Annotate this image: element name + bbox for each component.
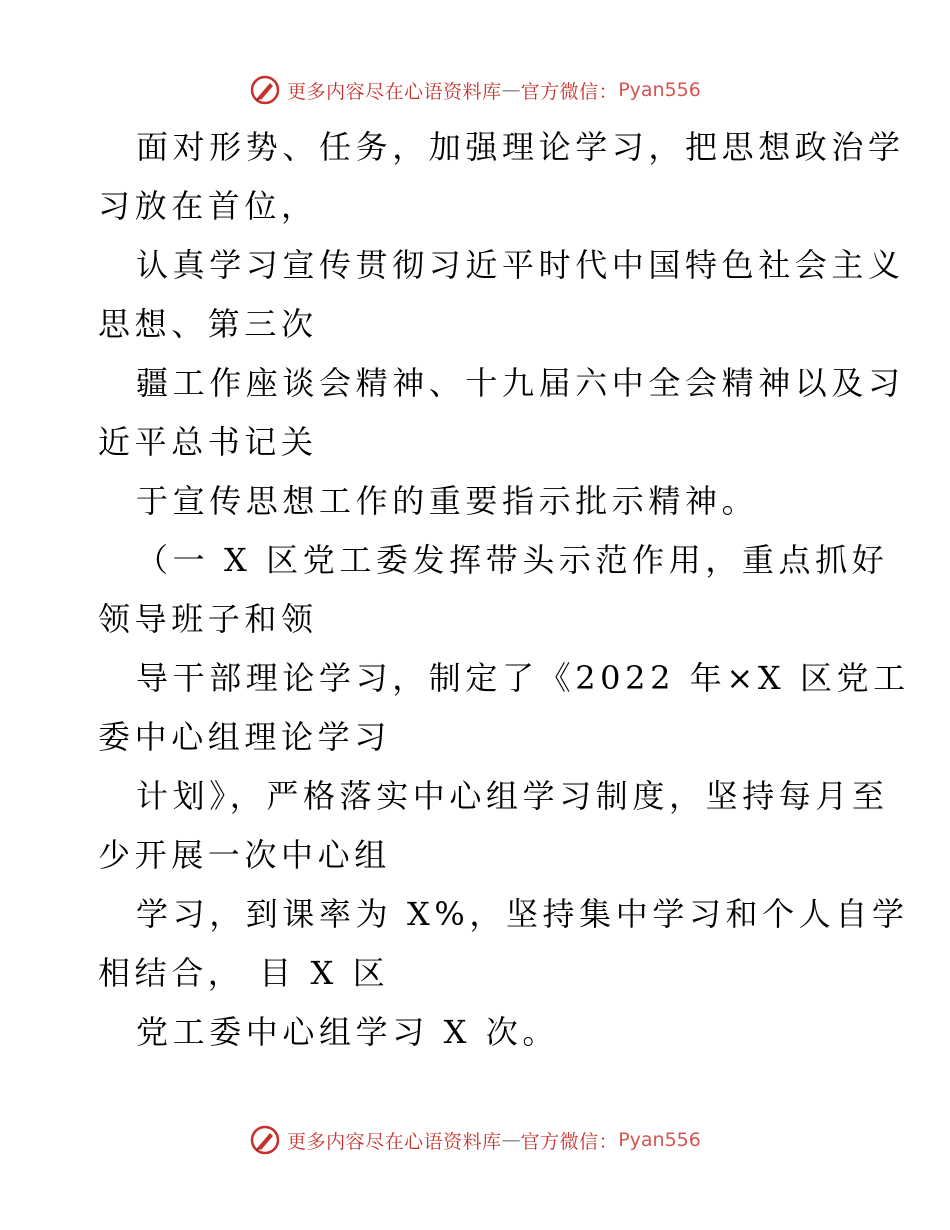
paragraph-line: 少开展一次中心组 — [98, 836, 391, 874]
watermark-contact-id: Pyan556 — [618, 79, 701, 101]
paragraph-line: 计划》，严格落实中心组学习制度，坚持每月至 — [136, 777, 889, 815]
paragraph-line: 相结合， 目 X 区 — [98, 954, 390, 992]
watermark-footer — [0, 1120, 950, 1160]
paragraph-line: 导干部理论学习，制定了《2022 年×X 区党工 — [136, 659, 910, 697]
paragraph-line: 习放在首位， — [98, 187, 318, 225]
pen-logo-icon — [249, 74, 281, 106]
paragraph-line: 疆工作座谈会精神、十九届六中全会精神以及习 — [136, 364, 905, 402]
paragraph-line: 近平总书记关 — [98, 423, 318, 461]
watermark-separator: — — [501, 79, 521, 101]
paragraph-line: 学习，到课率为 X%，坚持集中学习和个人自学 — [136, 895, 909, 933]
watermark-contact-label: 官方微信： — [520, 80, 619, 103]
paragraph-line: 认真学习宣传贯彻习近平时代中国特色社会主义 — [136, 246, 905, 284]
document-body — [98, 118, 910, 1062]
paragraph-line: 委中心组理论学习 — [98, 718, 391, 756]
paragraph-line: 面对形势、任务，加强理论学习，把思想政治学 — [136, 128, 905, 166]
paragraph-line: 党工委中心组学习 X 次。 — [136, 1013, 559, 1051]
paragraph-line: 领导班子和领 — [98, 600, 318, 638]
watermark-header — [0, 70, 950, 110]
watermark-contact-id: Pyan556 — [618, 1129, 701, 1151]
watermark-contact-label: 官方微信： — [520, 1130, 619, 1153]
watermark-brand-text: 更多内容尽在心语资料库 — [287, 1130, 502, 1153]
paragraph-line: 思想、第三次 — [98, 305, 318, 343]
pen-logo-icon — [249, 1124, 281, 1156]
paragraph-line: 于宣传思想工作的重要指示批示精神。 — [136, 482, 759, 520]
watermark-brand-text: 更多内容尽在心语资料库 — [287, 80, 502, 103]
paragraph-line: （一 X 区党工委发挥带头示范作用，重点抓好 — [136, 541, 889, 579]
watermark-separator: — — [501, 1129, 521, 1151]
